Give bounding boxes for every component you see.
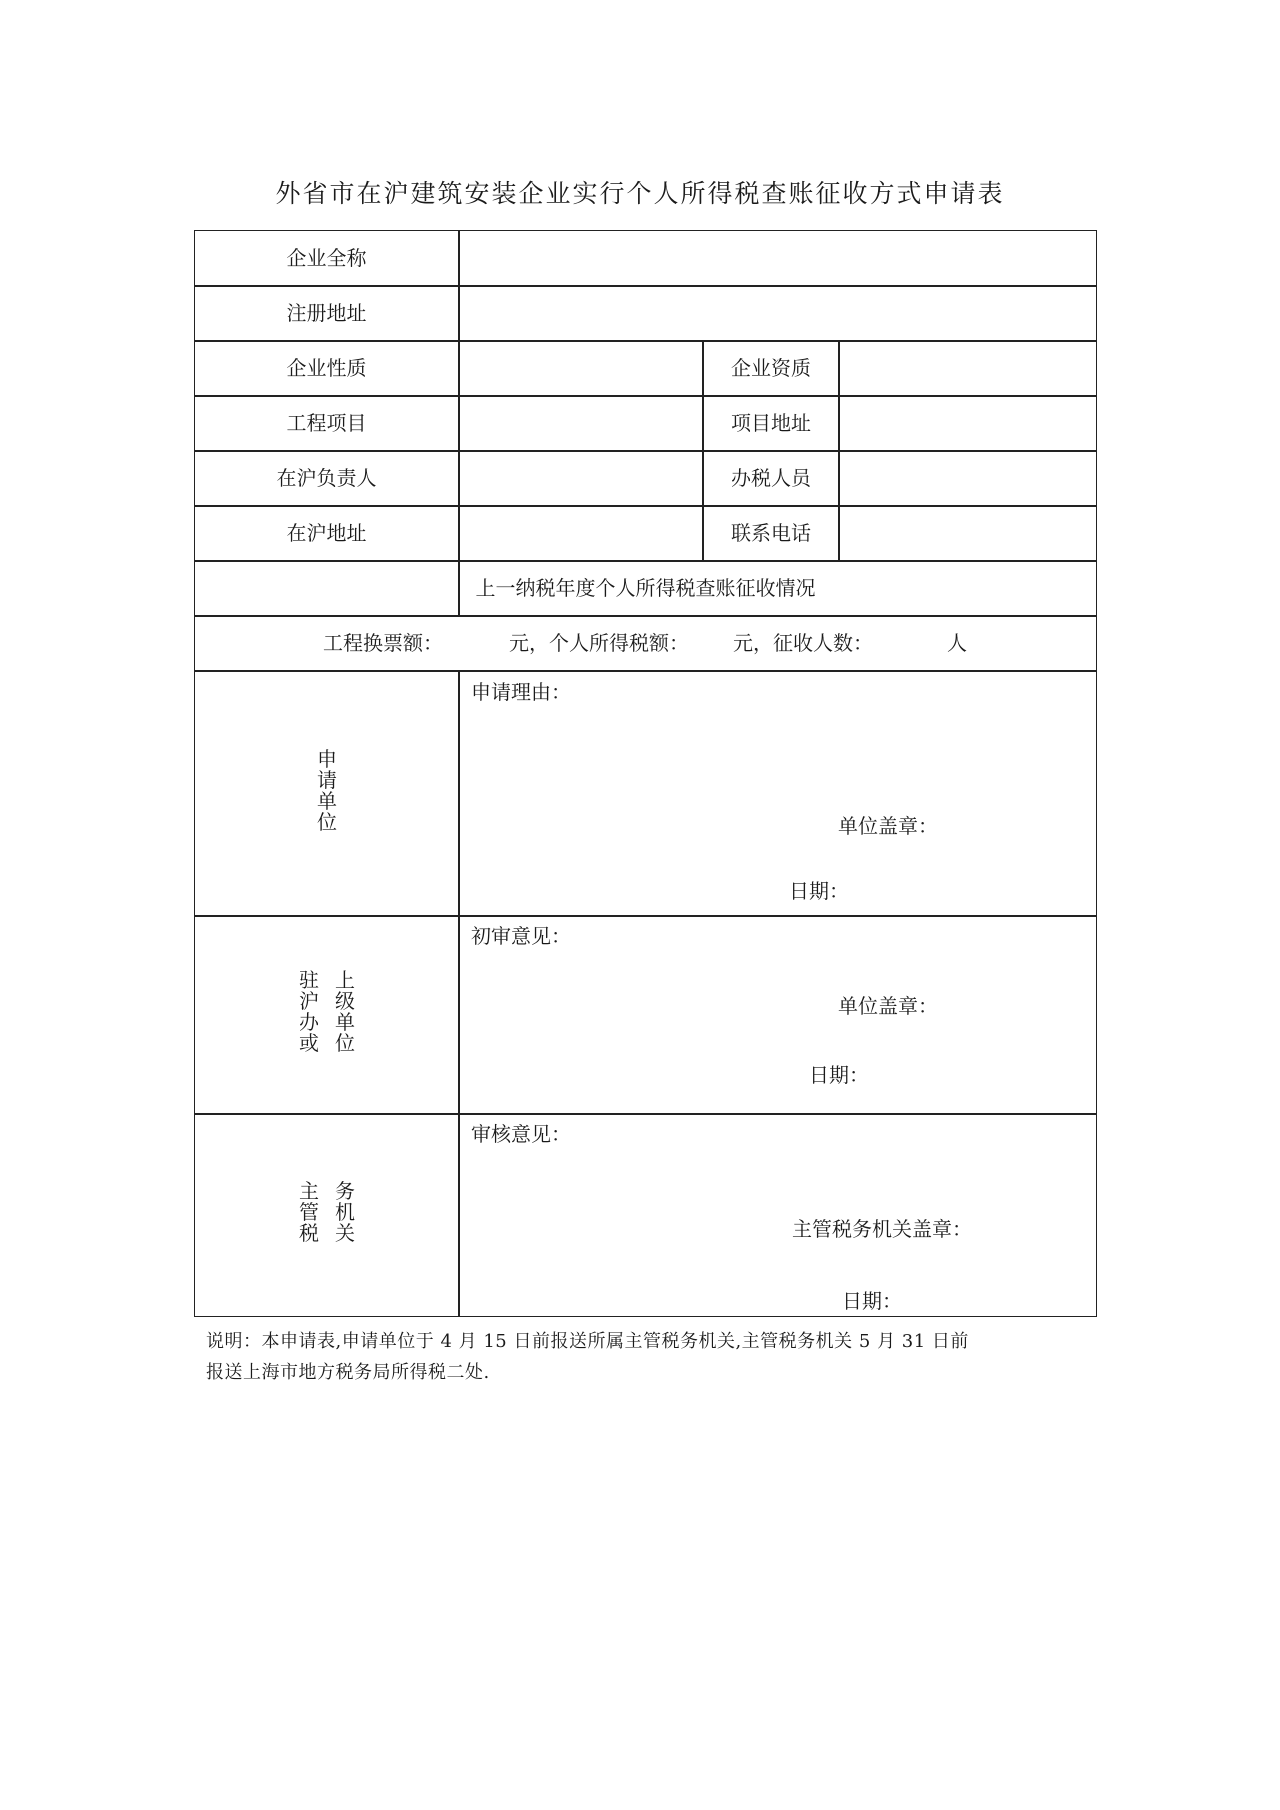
office-date-label: 日期：: [809, 1063, 869, 1087]
shanghai-manager-label: 在沪负责人: [276, 466, 377, 490]
tax-clerk-field[interactable]: [840, 452, 1096, 505]
review-opinion-field[interactable]: [471, 1149, 1081, 1229]
preliminary-opinion-field[interactable]: [471, 951, 1081, 1011]
shanghai-address-label: 在沪地址: [286, 521, 367, 545]
income-tax-label: 元，个人所得税额：: [509, 631, 689, 655]
contact-phone-field[interactable]: [840, 507, 1096, 560]
tax-authority-date-label: 日期：: [842, 1289, 902, 1313]
tax-authority-label-col1: 主管税: [299, 1179, 319, 1245]
column-divider: [458, 670, 460, 1316]
company-qualification-label: 企业资质: [731, 356, 811, 380]
row-divider: [195, 560, 1096, 562]
row-divider: [195, 670, 1096, 672]
footnote-line-1: 说明：本申请表,申请单位于 4 月 15 日前报送所属主管税务机关,主管税务机关 5 月 31 日前: [206, 1331, 969, 1352]
applicant-label: 申请单位: [317, 747, 337, 834]
application-form: [194, 230, 1097, 1317]
shanghai-address-field[interactable]: [460, 507, 702, 560]
row-divider: [195, 615, 1096, 617]
collected-count-field[interactable]: [879, 619, 939, 667]
application-reason-field[interactable]: [471, 709, 1081, 829]
applicant-seal-label: 单位盖章：: [838, 814, 938, 838]
office-label-col1: 驻沪办或: [299, 968, 319, 1055]
application-reason-label: 申请理由：: [471, 680, 571, 704]
invoice-amount-field[interactable]: [445, 619, 507, 667]
row-divider: [195, 1113, 1096, 1115]
shanghai-manager-field[interactable]: [460, 452, 702, 505]
tax-authority-seal-label: 主管税务机关盖章：: [792, 1217, 972, 1241]
form-title: 外省市在沪建筑安装企业实行个人所得税查账征收方式申请表: [275, 179, 1005, 208]
row-divider: [195, 915, 1096, 917]
office-label-col2: 上级单位: [335, 968, 355, 1055]
contact-phone-label: 联系电话: [731, 521, 811, 545]
invoice-amount-label: 工程换票额：: [323, 631, 443, 655]
project-address-label: 项目地址: [731, 411, 811, 435]
footnote-line-2: 报送上海市地方税务局所得税二处.: [206, 1362, 490, 1383]
preliminary-opinion-label: 初审意见：: [471, 924, 571, 948]
registered-address-field[interactable]: [460, 287, 1096, 340]
collected-count-label: 元，征收人数：: [733, 631, 873, 655]
company-name-field[interactable]: [460, 232, 1096, 285]
company-nature-field[interactable]: [460, 342, 702, 395]
tax-clerk-label: 办税人员: [731, 466, 811, 490]
applicant-date-label: 日期：: [789, 879, 849, 903]
registered-address-label: 注册地址: [286, 301, 367, 325]
review-opinion-label: 审核意见：: [471, 1122, 571, 1146]
company-nature-label: 企业性质: [286, 356, 367, 380]
project-field[interactable]: [460, 397, 702, 450]
project-label: 工程项目: [286, 411, 367, 435]
footnote: [206, 1326, 1086, 1388]
company-name-label: 企业全称: [286, 246, 367, 270]
persons-unit: 人: [947, 631, 967, 655]
office-seal-label: 单位盖章：: [838, 994, 938, 1018]
section-heading: 上一纳税年度个人所得税查账征收情况: [475, 576, 816, 600]
company-qualification-field[interactable]: [840, 342, 1096, 395]
tax-authority-label-col2: 务机关: [335, 1179, 355, 1245]
project-address-field[interactable]: [840, 397, 1096, 450]
